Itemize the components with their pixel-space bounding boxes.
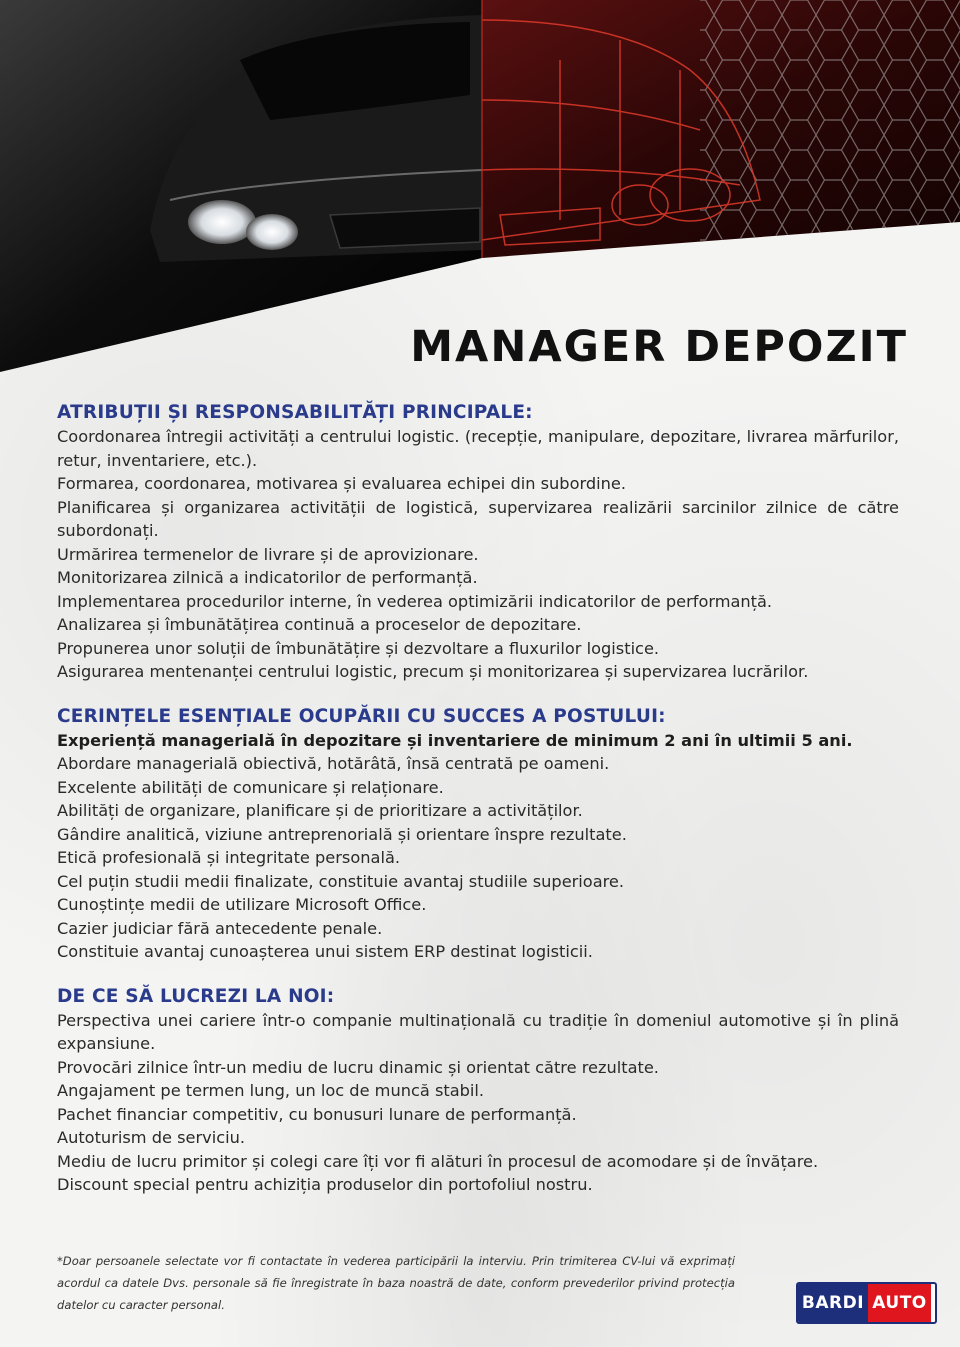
section-benefits xyxy=(57,986,899,1197)
list-item: Etică profesională și integritate personală. xyxy=(57,848,401,867)
list-item: Abilități de organizare, planificare și de prioritizare a activităților. xyxy=(57,801,583,820)
section-responsibilities xyxy=(57,402,899,684)
list-item: Provocări zilnice într-un mediu de lucru dinamic și orientat către rezultate. xyxy=(57,1057,659,1077)
list-item: Cunoștințe medii de utilizare Microsoft Office. xyxy=(57,895,427,914)
list-item: Formarea, coordonarea, motivarea și evaluarea echipei din subordine. xyxy=(57,474,626,493)
list-item: Implementarea procedurilor interne, în vederea optimizării indicatorilor de performanță. xyxy=(57,591,773,611)
list-item: Constituie avantaj cunoașterea unui sistem ERP destinat logisticii. xyxy=(57,942,593,961)
list-item: Cazier judiciar fără antecedente penale. xyxy=(57,918,383,938)
hero-car-image xyxy=(0,0,960,372)
list-item: Coordonarea întregii activități a centrului logistic. (recepție, manipulare, depozitare, livrarea mărfurilor, retur, inventariere, etc.). xyxy=(57,427,899,470)
section-heading: DE CE SĂ LUCREZI LA NOI: xyxy=(57,985,335,1007)
job-title: MANAGER DEPOZIT xyxy=(410,322,908,372)
list-item: Gândire analitică, viziune antreprenorială și orientare înspre rezultate. xyxy=(57,824,627,844)
list-item: Autoturism de serviciu. xyxy=(57,1128,245,1147)
list-item: Analizarea și îmbunătățirea continuă a proceselor de depozitare. xyxy=(57,615,582,634)
list-item: Abordare managerială obiectivă, hotărâtă, însă centrată pe oameni. xyxy=(57,754,610,773)
content xyxy=(57,402,899,1219)
list-item-lead: Experiență managerială în depozitare și inventariere de minimum 2 ani în ultimii 5 ani. xyxy=(57,730,853,750)
logo-part-bardi: BARDI xyxy=(798,1284,868,1322)
benefits-list xyxy=(57,1009,899,1197)
responsibilities-list xyxy=(57,425,899,684)
list-item: Excelente abilități de comunicare și relaționare. xyxy=(57,777,444,797)
list-item: Urmărirea termenelor de livrare și de aprovizionare. xyxy=(57,544,479,564)
list-item: Cel puțin studii medii finalizate, constituie avantaj studiile superioare. xyxy=(57,871,625,891)
logo-part-auto: AUTO xyxy=(868,1284,931,1322)
bardi-auto-logo xyxy=(796,1282,937,1324)
section-heading: ATRIBUȚII ȘI RESPONSABILITĂȚI PRINCIPALE: xyxy=(57,402,533,423)
list-item: Propunerea unor soluții de îmbunătățire și dezvoltare a fluxurilor logistice. xyxy=(57,638,660,658)
list-item: Mediu de lucru primitor și colegi care îți vor fi alături în procesul de acomodare și de învățare. xyxy=(57,1151,819,1171)
list-item: Monitorizarea zilnică a indicatorilor de performanță. xyxy=(57,568,478,587)
list-item: Pachet financiar competitiv, cu bonusuri lunare de performanță. xyxy=(57,1104,577,1124)
list-item: Perspectiva unei cariere într-o companie multinațională cu tradiție în domeniul automotive și în plină expansiune. xyxy=(57,1010,899,1053)
list-item: Angajament pe termen lung, un loc de muncă stabil. xyxy=(57,1081,485,1100)
privacy-footnote: *Doar persoanele selectate vor fi contactate în vederea participării la interviu. Prin trimiterea CV-lui vă exprimați acordul ca datele Dvs. personale să fie înregistrate în baza noastră de date, conform prevederilor privind protecția datelor cu caracter personal. xyxy=(57,1253,735,1312)
list-item: Asigurarea mentenanței centrului logistic, precum și monitorizarea și supervizarea lucrărilor. xyxy=(57,662,809,681)
list-item: Planificarea și organizarea activității de logistică, supervizarea realizării sarcinilor zilnice de către subordonați. xyxy=(57,497,899,540)
requirements-list xyxy=(57,729,899,964)
list-item: Discount special pentru achiziția produselor din portofoliul nostru. xyxy=(57,1175,593,1194)
section-requirements xyxy=(57,706,899,964)
section-heading: CERINȚELE ESENȚIALE OCUPĂRII CU SUCCES A POSTULUI: xyxy=(57,705,666,727)
